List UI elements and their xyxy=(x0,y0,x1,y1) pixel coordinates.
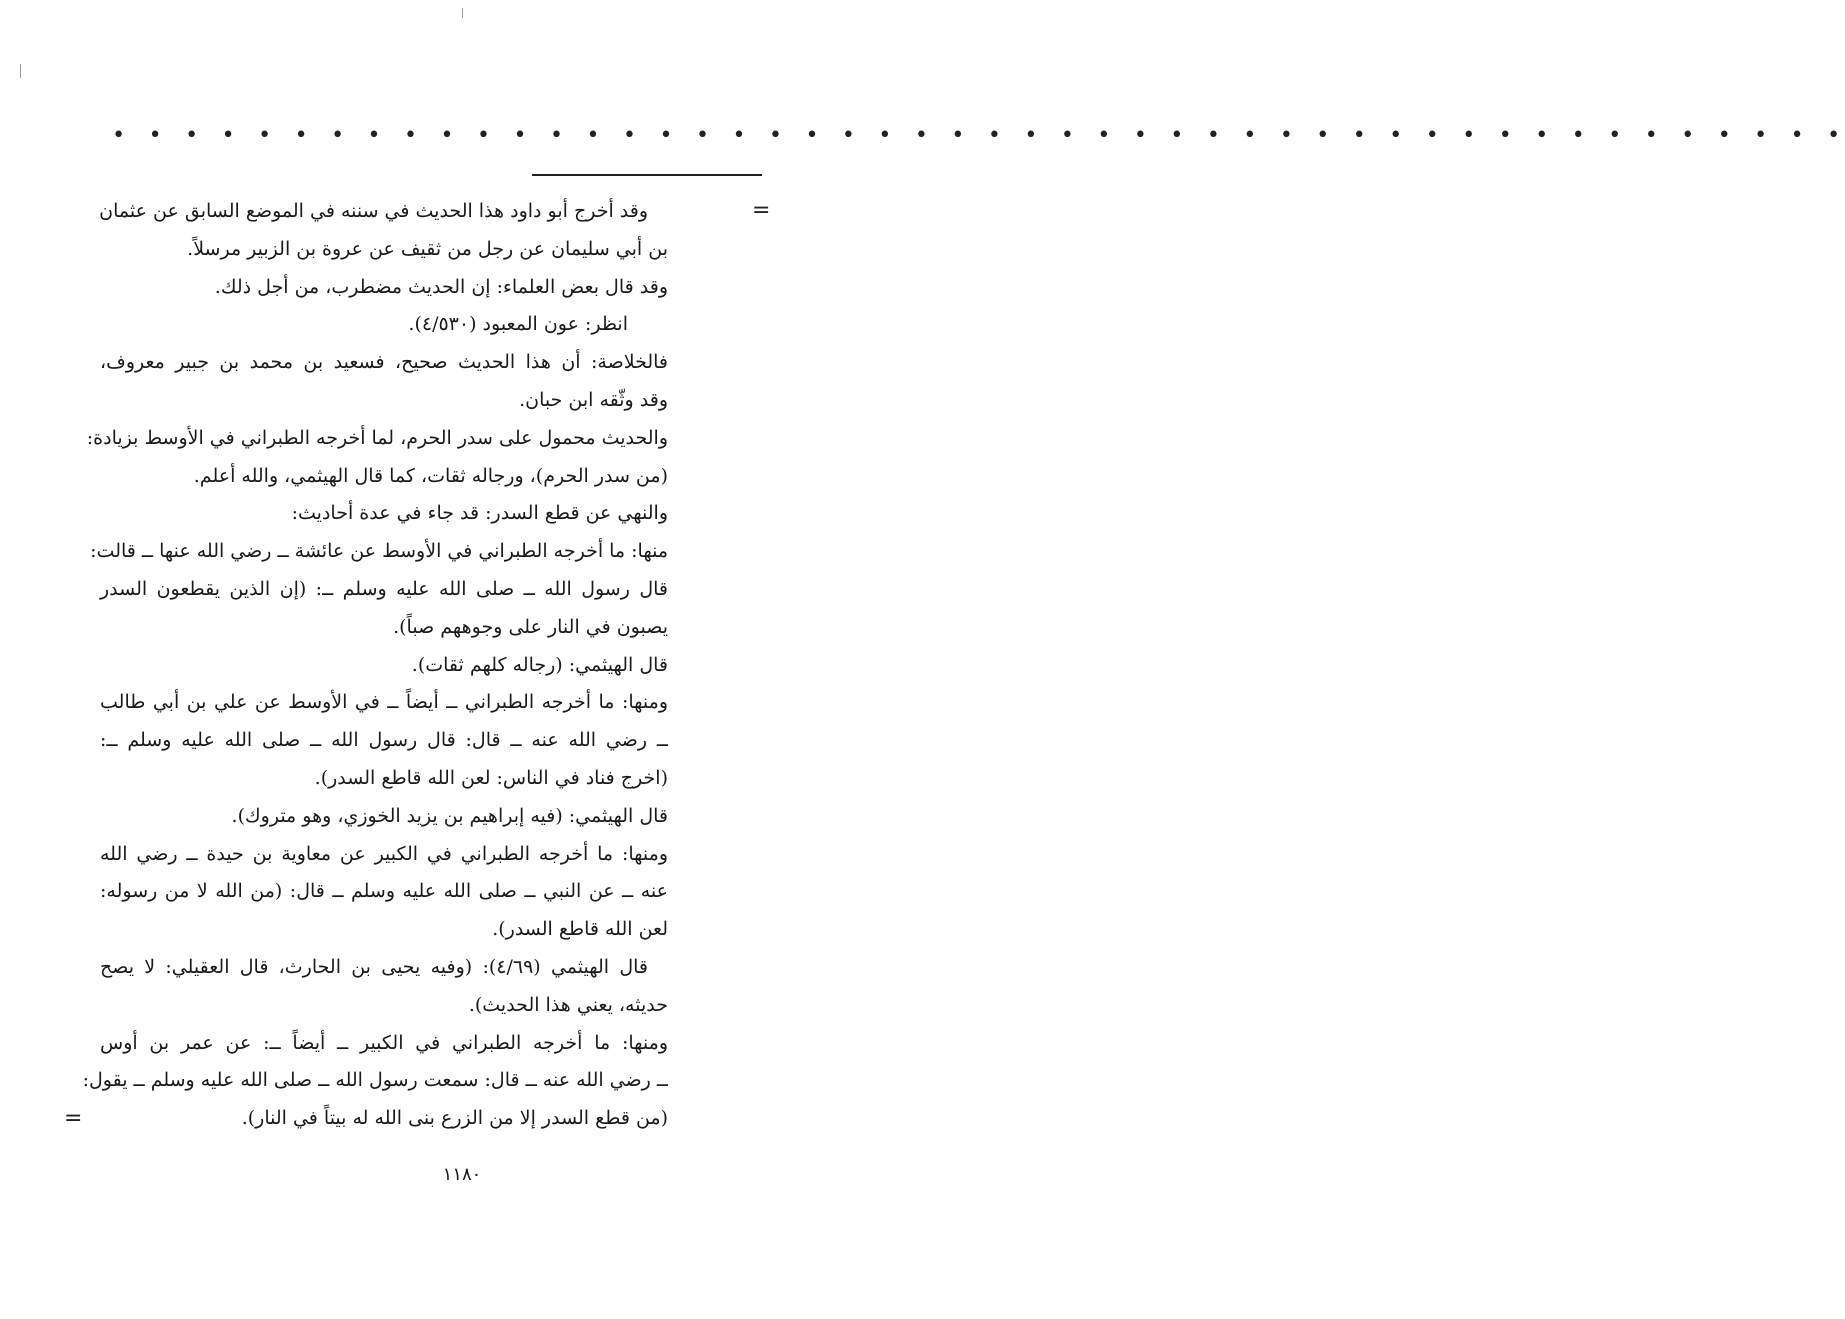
text-line: والحديث محمول على سدر الحرم، لما أخرجه الطبراني في الأوسط بزيادة: xyxy=(86,426,668,449)
text-line: قال رسول الله ــ صلى الله عليه وسلم ــ: (إن الذين يقطعون السدر xyxy=(100,577,668,600)
dotted-separator: • • • • • • • • • • • • • • • • • • • • • • • • • • • • • • • • • • • • • • • • • • • • • • • • xyxy=(112,123,1845,148)
footnote-rule xyxy=(532,174,762,176)
text-line: يصبون في النار على وجوههم صباً). xyxy=(393,615,668,638)
text-line: وقد قال بعض العلماء: إن الحديث مضطرب، من أجل ذلك. xyxy=(214,275,668,298)
text-line: منها: ما أخرجه الطبراني في الأوسط عن عائشة ــ رضي الله عنها ــ قالت: xyxy=(90,540,668,563)
text-line: قال الهيثمي (٤/٦٩): (وفيه يحيى بن الحارث، قال العقيلي: لا يصح xyxy=(100,955,649,978)
text-line: قال الهيثمي: (رجاله كلهم ثقات). xyxy=(411,653,668,676)
continuation-mark-bottom: = xyxy=(64,1106,83,1131)
text-line: ومنها: ما أخرجه الطبراني في الكبير عن معاوية بن حيدة ــ رضي الله xyxy=(100,842,668,865)
scan-mark-left xyxy=(20,64,21,78)
text-line: فالخلاصة: أن هذا الحديث صحيح، فسعيد بن محمد بن جبير معروف، xyxy=(100,351,668,374)
text-line: (من سدر الحرم)، ورجاله ثقات، كما قال الهيثمي، والله أعلم. xyxy=(193,464,668,487)
page-number: ١١٨٠ xyxy=(442,1164,482,1185)
text-line: لعن الله قاطع السدر). xyxy=(492,918,668,941)
text-line: ومنها: ما أخرجه الطبراني في الكبير ــ أيضاً ــ: عن عمر بن أوس xyxy=(100,1031,668,1054)
text-line: (من قطع السدر إلا من الزرع بنى الله له بيتاً في النار). xyxy=(241,1107,668,1130)
text-line: ــ رضي الله عنه ــ قال: سمعت رسول الله ــ صلى الله عليه وسلم ــ يقول: xyxy=(82,1069,668,1092)
text-line: ــ رضي الله عنه ــ قال: قال رسول الله ــ صلى الله عليه وسلم ــ: xyxy=(100,729,668,752)
text-line: انظر: عون المعبود (٤/٥٣٠). xyxy=(408,313,628,336)
text-line: حديثه، يعني هذا الحديث). xyxy=(468,993,668,1016)
text-line: ومنها: ما أخرجه الطبراني ــ أيضاً ــ في الأوسط عن علي بن أبي طالب xyxy=(100,691,668,714)
text-line: عنه ــ عن النبي ــ صلى الله عليه وسلم ــ قال: (من الله لا من رسوله: xyxy=(100,880,668,903)
text-line: والنهي عن قطع السدر: قد جاء في عدة أحاديث: xyxy=(291,502,668,525)
scan-mark-top xyxy=(462,8,463,18)
text-line: بن أبي سليمان عن رجل من ثقيف عن عروة بن الزبير مرسلاً. xyxy=(187,237,668,260)
text-line: وقد وثّقه ابن حبان. xyxy=(519,388,668,411)
text-line: قال الهيثمي: (فيه إبراهيم بن يزيد الخوزي، وهو متروك). xyxy=(231,804,668,827)
text-line: (اخرج فناد في الناس: لعن الله قاطع السدر). xyxy=(314,766,668,789)
continuation-mark-top: = xyxy=(752,198,771,223)
text-line: وقد أخرج أبو داود هذا الحديث في سننه في الموضع السابق عن عثمان xyxy=(99,200,648,222)
footnote-text xyxy=(82,193,668,1138)
